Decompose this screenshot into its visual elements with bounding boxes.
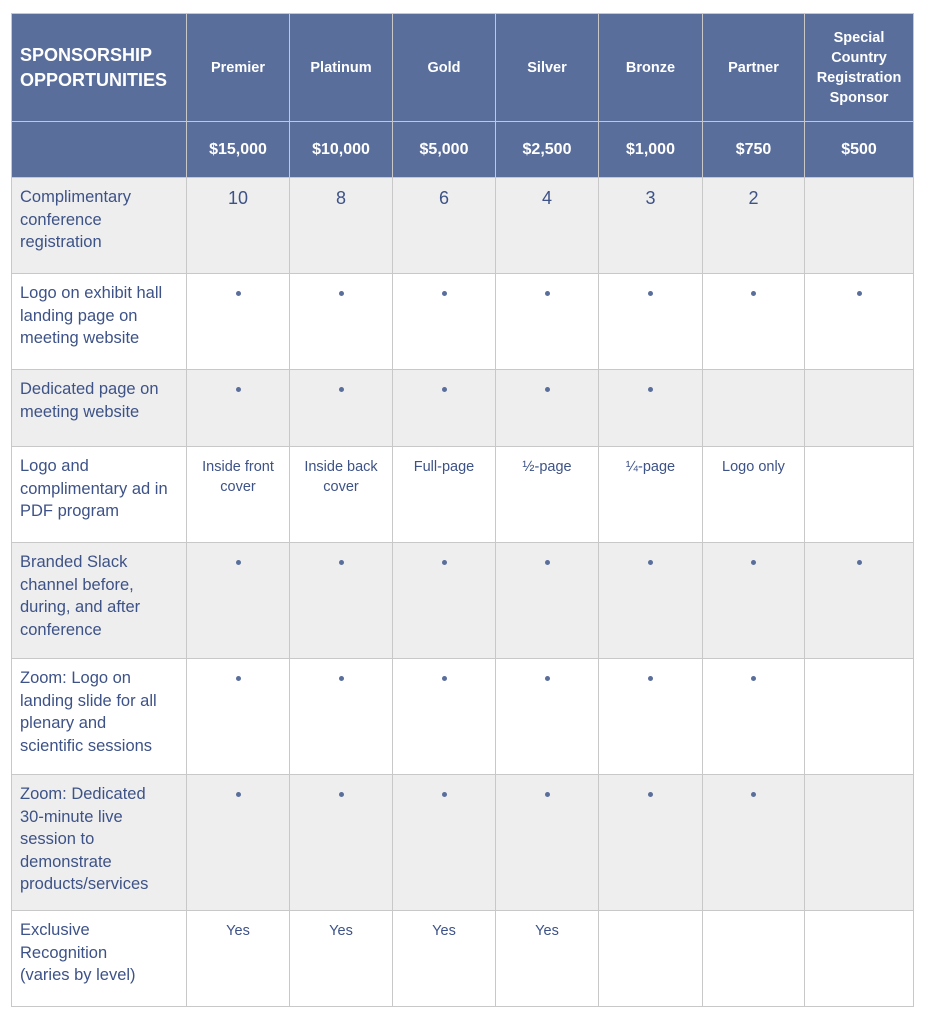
included-bullet-icon (545, 792, 550, 797)
included-bullet-icon (545, 560, 550, 565)
table-row (12, 178, 914, 274)
tier-header-row (12, 14, 914, 122)
benefit-included-cell (703, 274, 805, 370)
tier-name-line: Premier (210, 59, 265, 76)
benefit-included-cell (599, 775, 703, 911)
tier-header (599, 14, 703, 122)
benefit-included-cell (496, 775, 599, 911)
empty-cell (805, 370, 914, 447)
included-bullet-icon (751, 291, 756, 296)
benefit-count-cell (703, 178, 805, 274)
table-row (12, 775, 914, 911)
benefit-text-line: Yes (226, 923, 250, 939)
included-bullet-icon (442, 291, 447, 296)
feature-label-line: Complimentary (20, 188, 131, 206)
included-bullet-icon (236, 291, 241, 296)
benefit-text-cell (703, 447, 805, 543)
included-bullet-icon (339, 676, 344, 681)
tier-price: $500 (805, 122, 914, 178)
benefit-count-cell (599, 178, 703, 274)
benefit-included-cell (393, 370, 496, 447)
benefit-count: 3 (645, 188, 656, 208)
benefit-text-line: Yes (432, 923, 456, 939)
table-title-line: SPONSORSHIP (20, 44, 153, 65)
included-bullet-icon (545, 387, 550, 392)
benefit-included-cell (290, 274, 393, 370)
benefit-text-cell (393, 447, 496, 543)
included-bullet-icon (442, 792, 447, 797)
benefit-included-cell (393, 543, 496, 659)
included-bullet-icon (339, 387, 344, 392)
benefit-included-cell (805, 274, 914, 370)
benefit-text-line: ½-page (522, 459, 572, 475)
benefit-text-line: Inside back (304, 459, 378, 475)
benefit-text-cell (599, 447, 703, 543)
empty-cell (805, 178, 914, 274)
included-bullet-icon (751, 676, 756, 681)
feature-label-line: complimentary ad in (20, 479, 168, 498)
included-bullet-icon (339, 291, 344, 296)
benefit-included-cell (290, 543, 393, 659)
feature-label-line: channel before, (20, 575, 134, 594)
included-bullet-icon (648, 792, 653, 797)
benefit-text-line: Full-page (413, 459, 475, 475)
feature-label (12, 775, 187, 911)
benefit-count-cell (187, 178, 290, 274)
included-bullet-icon (236, 560, 241, 565)
included-bullet-icon (648, 291, 653, 296)
feature-label-line: Zoom: Logo on (20, 669, 131, 687)
included-bullet-icon (236, 792, 241, 797)
feature-label-line: scientific sessions (20, 736, 153, 755)
benefit-text-line: ¼-page (625, 459, 676, 475)
feature-label-line: plenary and (20, 714, 107, 732)
benefit-text-cell (496, 911, 599, 1007)
feature-label-line: landing slide for all (20, 691, 157, 710)
feature-label (12, 543, 187, 659)
included-bullet-icon (442, 676, 447, 681)
tier-header (703, 14, 805, 122)
table-row (12, 659, 914, 775)
feature-label-line: PDF program (20, 502, 120, 520)
tier-price: $15,000 (187, 122, 290, 178)
benefit-included-cell (599, 370, 703, 447)
sponsorship-table (11, 13, 914, 1007)
feature-label-line: Logo on exhibit hall (20, 284, 163, 302)
benefit-included-cell (290, 775, 393, 911)
included-bullet-icon (751, 560, 756, 565)
tier-name-line: Registration (816, 69, 902, 86)
tier-name-line: Gold (427, 59, 461, 76)
tier-price: $5,000 (393, 122, 496, 178)
benefit-included-cell (393, 775, 496, 911)
tier-name-line: Special (833, 29, 885, 46)
tier-price: $1,000 (599, 122, 703, 178)
table-row (12, 447, 914, 543)
benefit-included-cell (496, 370, 599, 447)
included-bullet-icon (339, 792, 344, 797)
feature-label-line: demonstrate (20, 852, 112, 871)
empty-cell (805, 911, 914, 1007)
benefit-text-line: Yes (329, 923, 353, 939)
tier-price: $10,000 (290, 122, 393, 178)
feature-label-line: (varies by level) (20, 966, 136, 984)
included-bullet-icon (545, 291, 550, 296)
included-bullet-icon (648, 560, 653, 565)
feature-label (12, 274, 187, 370)
tier-header (805, 14, 914, 122)
benefit-included-cell (496, 659, 599, 775)
tier-name-line: Silver (527, 59, 567, 76)
benefit-included-cell (599, 274, 703, 370)
benefit-included-cell (187, 370, 290, 447)
benefit-included-cell (703, 543, 805, 659)
tier-header (496, 14, 599, 122)
feature-label-line: registration (20, 233, 102, 251)
benefit-text-cell (393, 911, 496, 1007)
feature-label-line: Logo and (20, 457, 89, 475)
tier-name-line: Country (831, 49, 887, 66)
tier-price: $750 (703, 122, 805, 178)
benefit-count: 6 (438, 188, 449, 208)
included-bullet-icon (545, 676, 550, 681)
feature-label-line: Dedicated page on (20, 380, 159, 398)
feature-label (12, 659, 187, 775)
table-row (12, 543, 914, 659)
benefit-included-cell (187, 274, 290, 370)
benefit-text-cell (290, 911, 393, 1007)
empty-cell (703, 911, 805, 1007)
empty-cell (599, 911, 703, 1007)
included-bullet-icon (648, 387, 653, 392)
benefit-text-cell (496, 447, 599, 543)
tier-header (290, 14, 393, 122)
benefit-included-cell (290, 370, 393, 447)
benefit-included-cell (393, 659, 496, 775)
tier-name-line: Partner (728, 59, 779, 76)
feature-label (12, 447, 187, 543)
included-bullet-icon (236, 676, 241, 681)
benefit-count: 10 (227, 188, 249, 208)
feature-label-line: conference (20, 210, 102, 229)
feature-label (12, 178, 187, 274)
benefit-count: 2 (748, 188, 759, 208)
empty-cell (805, 659, 914, 775)
benefit-count-cell (290, 178, 393, 274)
price-row (12, 122, 914, 178)
feature-label (12, 370, 187, 447)
benefit-included-cell (703, 659, 805, 775)
included-bullet-icon (442, 387, 447, 392)
included-bullet-icon (751, 792, 756, 797)
benefit-included-cell (393, 274, 496, 370)
feature-label-line: Exclusive (20, 921, 90, 939)
benefit-text-cell (187, 911, 290, 1007)
benefit-included-cell (290, 659, 393, 775)
empty-cell (805, 447, 914, 543)
feature-label-line: products/services (20, 875, 149, 893)
benefit-count-cell (496, 178, 599, 274)
benefit-text-line: Logo only (722, 459, 785, 475)
benefit-included-cell (599, 659, 703, 775)
benefit-text-line: Yes (535, 923, 559, 939)
benefit-text-cell (187, 447, 290, 543)
feature-label-line: landing page on (20, 306, 138, 325)
feature-label-line: Branded Slack (20, 553, 128, 571)
feature-label-line: conference (20, 620, 102, 639)
included-bullet-icon (442, 560, 447, 565)
benefit-text-cell (290, 447, 393, 543)
benefit-included-cell (599, 543, 703, 659)
benefit-included-cell (805, 543, 914, 659)
tier-header (393, 14, 496, 122)
tier-name-line: Sponsor (829, 89, 889, 106)
price-row-label (12, 122, 187, 178)
feature-label-line: meeting website (20, 402, 140, 421)
included-bullet-icon (339, 560, 344, 565)
benefit-included-cell (703, 775, 805, 911)
empty-cell (805, 775, 914, 911)
empty-cell (703, 370, 805, 447)
feature-label-line: Zoom: Dedicated (20, 785, 146, 803)
benefit-count-cell (393, 178, 496, 274)
benefit-included-cell (187, 775, 290, 911)
feature-label-line: during, and after (20, 598, 141, 616)
included-bullet-icon (648, 676, 653, 681)
included-bullet-icon (236, 387, 241, 392)
feature-label-line: session to (20, 830, 95, 848)
tier-name-line: Platinum (310, 59, 372, 76)
tier-price: $2,500 (496, 122, 599, 178)
table-title-line: OPPORTUNITIES (20, 69, 168, 90)
benefit-included-cell (496, 274, 599, 370)
benefit-text-line: cover (220, 479, 256, 495)
feature-label-line: meeting website (20, 329, 140, 347)
benefit-count: 4 (541, 188, 552, 208)
feature-label (12, 911, 187, 1007)
benefit-included-cell (187, 543, 290, 659)
benefit-included-cell (496, 543, 599, 659)
feature-label-line: 30-minute live (20, 807, 123, 826)
benefit-text-line: Inside front (202, 459, 274, 475)
features-body (12, 178, 914, 1007)
table-title (12, 14, 187, 122)
tier-header (187, 14, 290, 122)
benefit-included-cell (187, 659, 290, 775)
table-row (12, 911, 914, 1007)
benefit-count: 8 (335, 188, 346, 208)
table-row (12, 370, 914, 447)
tier-name-line: Bronze (625, 59, 676, 76)
table-row (12, 274, 914, 370)
included-bullet-icon (857, 560, 862, 565)
feature-label-line: Recognition (20, 943, 108, 962)
benefit-text-line: cover (323, 479, 359, 495)
included-bullet-icon (857, 291, 862, 296)
